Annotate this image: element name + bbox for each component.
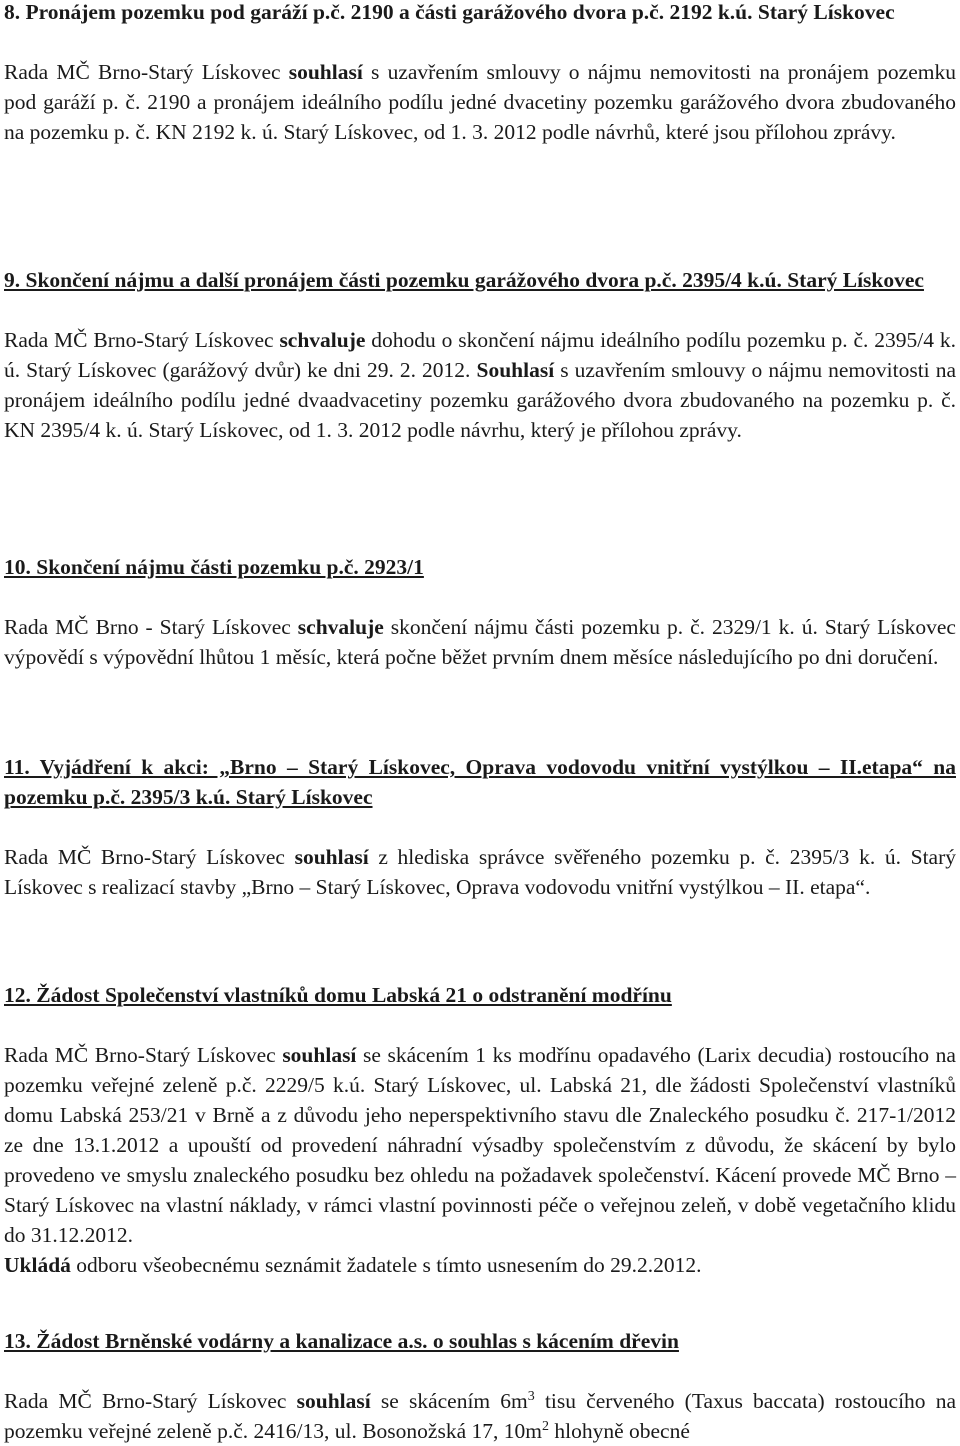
section-12-text-2 <box>4 1250 956 1280</box>
section-13-text <box>4 1386 956 1446</box>
s13-text-d: tisu červeného (Taxus baccata) rostoucího na pozemku veřejné zeleně p.č. 2416/13, ul. Bosonožská 17, 10m <box>4 1389 956 1443</box>
s9-decision-2: Souhlasí <box>476 358 555 382</box>
section-13-heading: 13. Žádost Brněnské vodárny a kanalizace a.s. o souhlas s kácením dřevin <box>4 1329 679 1353</box>
s9-text-e: s uzavřením smlouvy o nájmu nemovitosti na pronájem ideálního podílu jedné dvaadvacetiny pozemku garážového dvora zbudovaného na pozemku p. č. KN 2395/4 k. ú. Starý Lískovec, od 1. 3. 2012 podle návrhu, který je přílohou zprávy. <box>4 358 956 442</box>
section-9-text <box>4 325 956 445</box>
s11-text-c: z hlediska správce svěřeného pozemku p. č. 2395/3 k. ú. Starý Lískovec s realizací stavby „Brno – Starý Lískovec, Oprava vodovodu vnitřní vystýlkou – II. etapa“. <box>4 845 956 899</box>
section-10-heading: 10. Skončení nájmu části pozemku p.č. 2923/1 <box>4 555 424 579</box>
s10-text-a: Rada MČ Brno - Starý Lískovec <box>4 615 298 639</box>
s13-text-a: Rada MČ Brno-Starý Lískovec <box>4 1389 297 1413</box>
s13-text-e: hlohyně obecné <box>548 1419 690 1443</box>
s12-text-c: se skácením 1 ks modřínu opadavého (Larix decudia) rostoucího na pozemku veřejné zeleně p.č. 2229/5 k.ú. Starý Lískovec, ul. Labská 21, dle žádosti Společenství vlastníků domu Labská 253/21 v Brně a z důvodu jeho neperspektivního stavu dle Znaleckého posudku č. 217-1/2012 ze dne 13.1.2012 a upouští od provedení náhradní výsadby společenstvím z důvodu, že skácení by bylo provedeno ve smyslu znaleckého posudku bez ohledu na požadavek společenství. Kácení provede MČ Brno – Starý Lískovec na vlastní náklady, v rámci vlastní povinnosti péče o veřejnou zeleň, v době vegetačního klidu do 31.12.2012. <box>4 1043 956 1247</box>
section-11-heading: 11. Vyjádření k akci: „Brno – Starý Lískovec, Oprava vodovodu vnitřní vystýlkou – II.etapa“ na pozemku p.č. 2395/3 k.ú. Starý Lískovec <box>4 755 956 809</box>
s10-decision: schvaluje <box>297 615 384 639</box>
s13-text-c: se skácením 6m <box>370 1389 528 1413</box>
s12-text-2b: odboru všeobecnému seznámit žadatele s tímto usnesením do 29.2.2012. <box>70 1253 702 1277</box>
section-8-heading: 8. Pronájem pozemku pod garáží p.č. 2190 a části garážového dvora p.č. 2192 k.ú. Starý Lískovec <box>4 0 895 24</box>
section-9 <box>4 265 956 445</box>
section-9-heading: 9. Skončení nájmu a další pronájem části pozemku garážového dvora p.č. 2395/4 k.ú. Starý Lískovec <box>4 268 924 292</box>
s11-decision: souhlasí <box>294 845 369 869</box>
s13-superscript-2: 2 <box>541 1419 549 1434</box>
s11-text-a: Rada MČ Brno-Starý Lískovec <box>4 845 295 869</box>
section-12 <box>4 980 956 1280</box>
s8-text-c: s uzavřením smlouvy o nájmu nemovitosti na pronájem pozemku pod garáží p. č. 2190 a pronájem ideálního podílu jedné dvacetiny pozemku garážového dvora zbudovaného na pozemku p. č. KN 2192 k. ú. Starý Lískovec, od 1. 3. 2012 podle návrhů, které jsou přílohou zprávy. <box>4 60 956 144</box>
s10-text-c: skončení nájmu části pozemku p. č. 2329/1 k. ú. Starý Lískovec výpovědí s výpovědní lhůtou 1 měsíc, která počne běžet prvním dnem měsíce následujícího po dni doručení. <box>4 615 956 669</box>
s12-text-a: Rada MČ Brno-Starý Lískovec <box>4 1043 283 1067</box>
section-13 <box>4 1326 956 1446</box>
s12-order: Ukládá <box>4 1253 71 1277</box>
s12-decision: souhlasí <box>282 1043 357 1067</box>
section-8 <box>4 0 956 147</box>
section-11 <box>4 752 956 902</box>
s8-text-a: Rada MČ Brno-Starý Lískovec <box>4 60 289 84</box>
section-10 <box>4 552 956 672</box>
section-10-text <box>4 612 956 672</box>
s9-text-c: dohodu o skončení nájmu ideálního podílu pozemku p. č. 2395/4 k. ú. Starý Lískovec (garážový dvůr) ke dni 29. 2. 2012. <box>4 328 956 382</box>
section-12-text <box>4 1040 956 1250</box>
s8-decision: souhlasí <box>288 60 363 84</box>
s13-superscript-1: 3 <box>527 1389 535 1404</box>
section-8-text <box>4 57 956 147</box>
section-12-heading: 12. Žádost Společenství vlastníků domu Labská 21 o odstranění modřínu <box>4 983 672 1007</box>
section-11-text <box>4 842 956 902</box>
s13-decision: souhlasí <box>296 1389 371 1413</box>
s9-decision: schvaluje <box>279 328 366 352</box>
s9-text-a: Rada MČ Brno-Starý Lískovec <box>4 328 280 352</box>
